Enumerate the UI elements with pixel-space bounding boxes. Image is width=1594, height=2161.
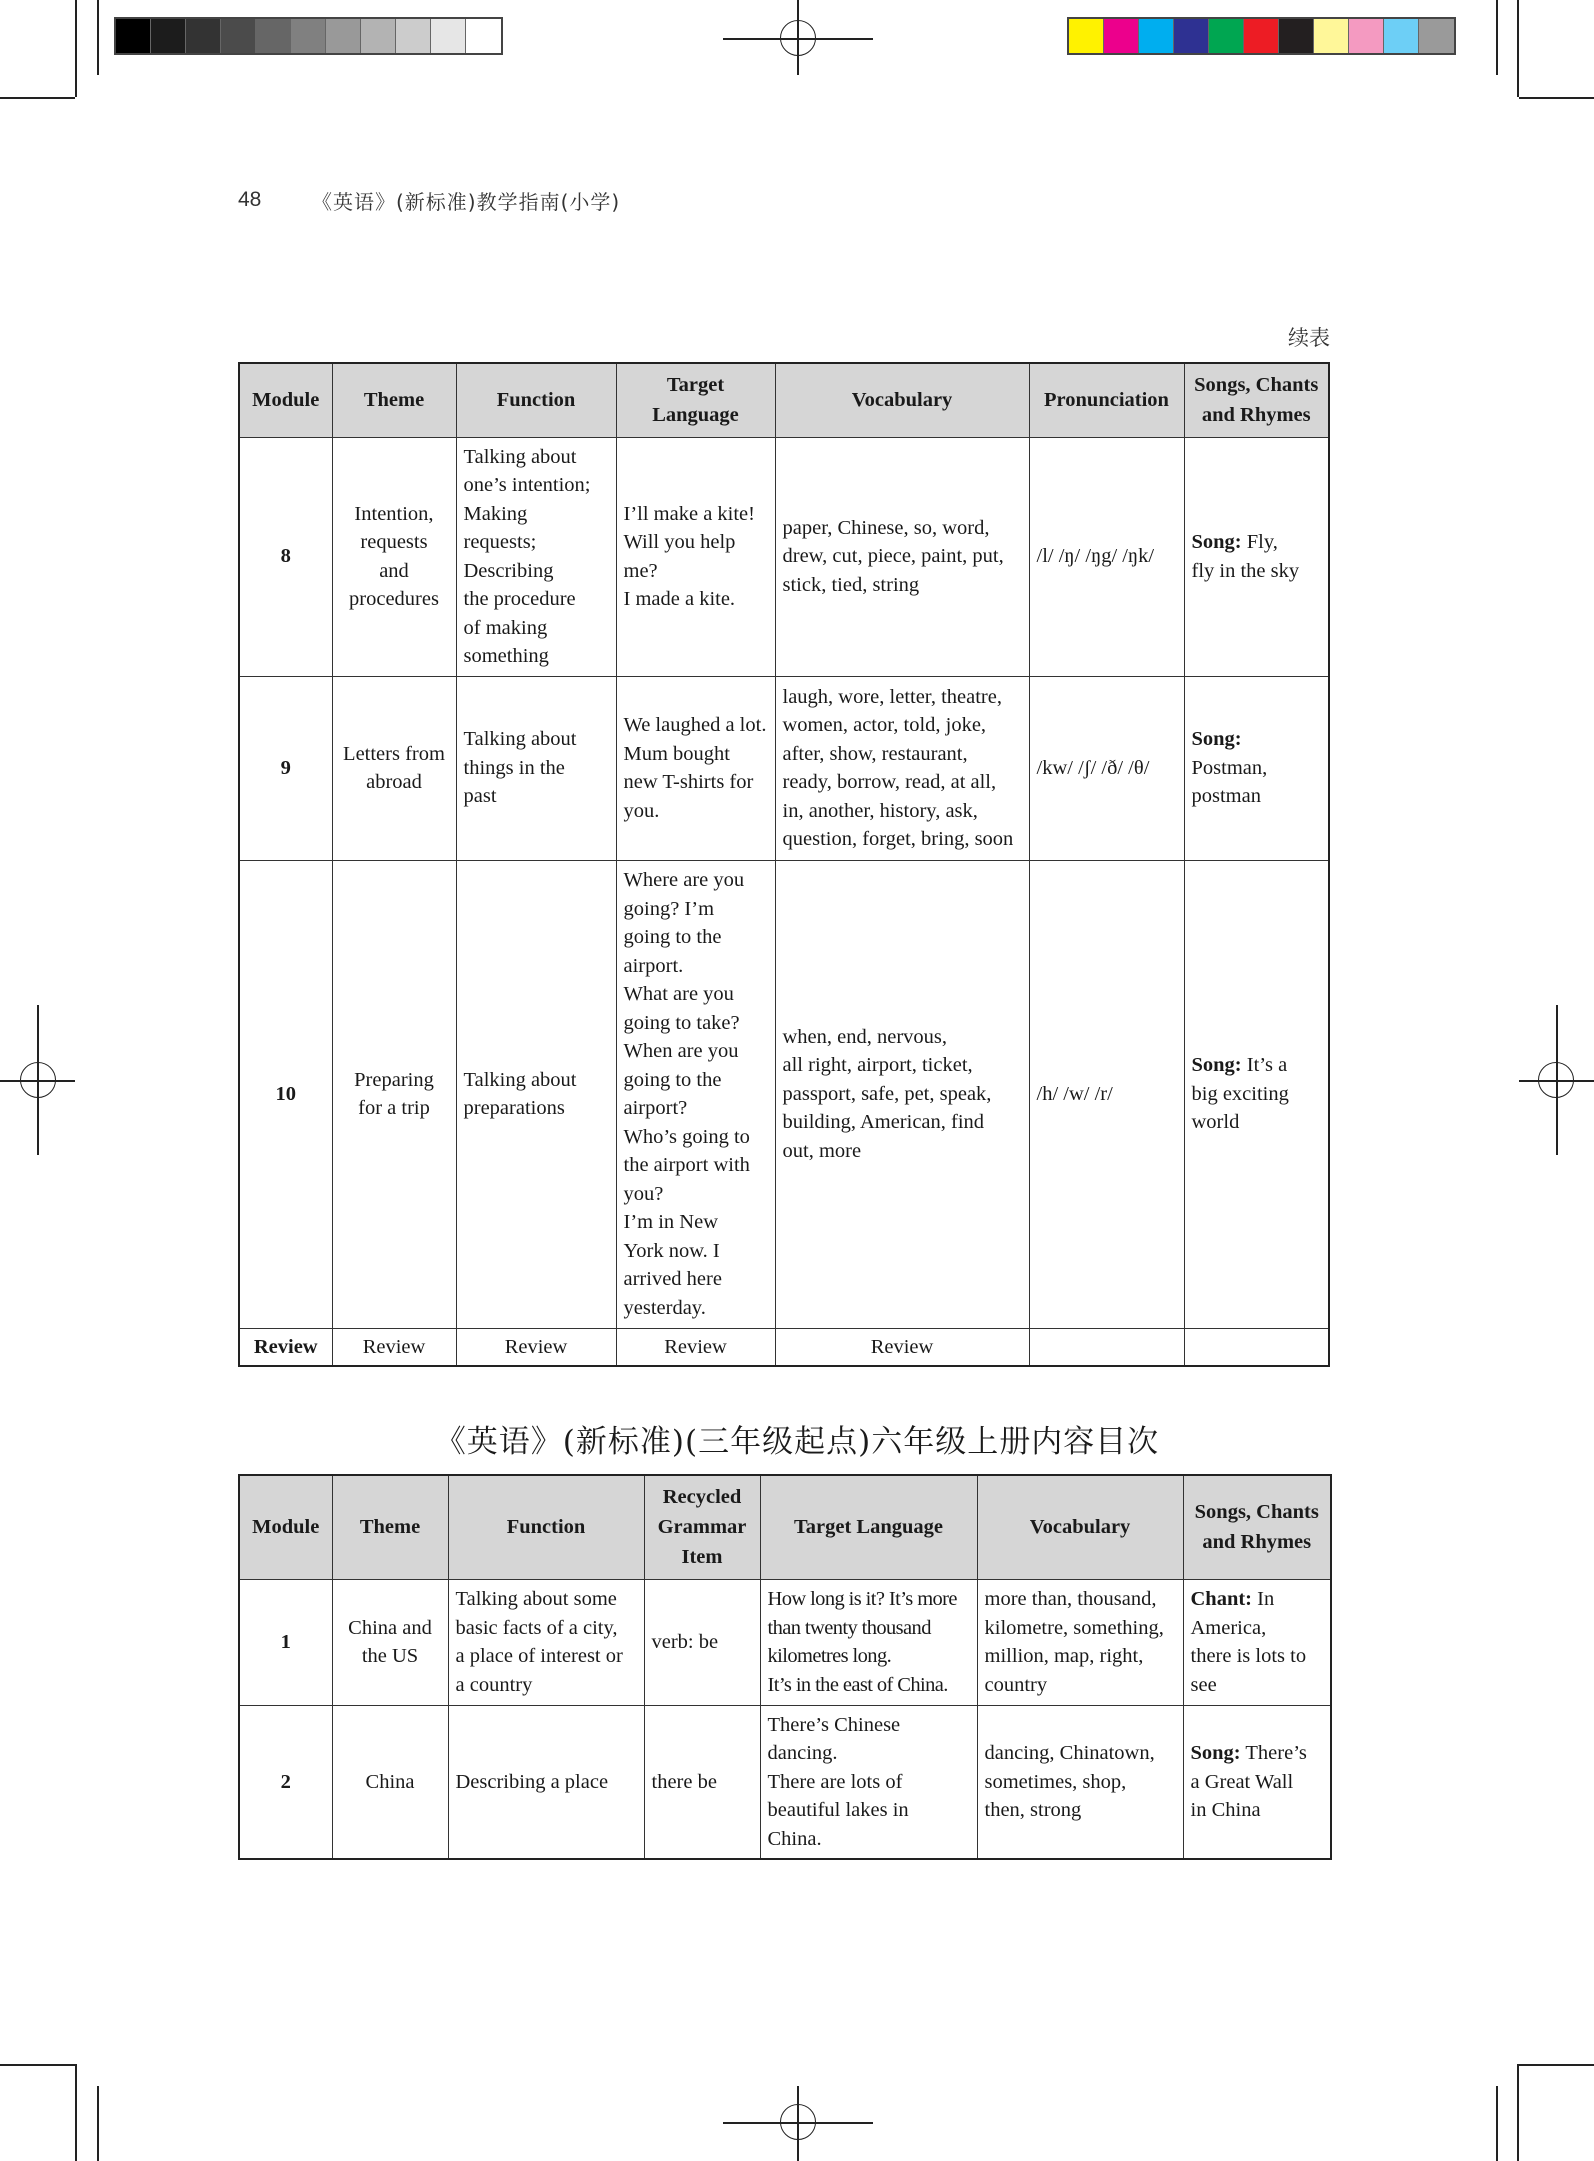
header-vocabulary: Vocabulary — [775, 363, 1029, 437]
color-swatch — [1419, 19, 1454, 53]
function-cell: Talking about one’s intention; Making requests; Describing the procedure of making something — [456, 437, 616, 676]
pronunciation-cell: /l/ /ŋ/ /ŋg/ /ŋk/ — [1029, 437, 1184, 676]
songs-cell — [1183, 1579, 1331, 1705]
process-color-bar — [1067, 17, 1456, 55]
table-header-row — [239, 1475, 1331, 1579]
module-number: 10 — [239, 860, 332, 1328]
module-number: 9 — [239, 676, 332, 860]
review-songs-cell — [1184, 1328, 1329, 1366]
gray-swatch — [396, 19, 431, 53]
songs-cell — [1183, 1705, 1331, 1859]
continued-label: 续表 — [1288, 326, 1330, 350]
header-theme: Theme — [332, 363, 456, 437]
review-pronunciation-cell — [1029, 1328, 1184, 1366]
header-recycled-grammar: Recycled Grammar Item — [644, 1475, 760, 1579]
table-header-row — [239, 363, 1329, 437]
review-row — [239, 1328, 1329, 1366]
song-title: There’s a Great Wall in China — [1190, 1742, 1307, 1821]
gray-swatch — [221, 19, 256, 53]
review-function-cell: Review — [456, 1328, 616, 1366]
gray-swatch — [466, 19, 501, 53]
pronunciation-cell: /h/ /w/ /r/ — [1029, 860, 1184, 1328]
table-row — [239, 437, 1329, 676]
grayscale-color-bar — [114, 17, 503, 55]
songs-cell — [1184, 676, 1329, 860]
theme-cell: Preparing for a trip — [332, 860, 456, 1328]
vocabulary-cell: when, end, nervous, all right, airport, ticket, passport, safe, pet, speak, building, American, find out, more — [775, 860, 1029, 1328]
target-language-cell: How long is it? It’s more than twenty thousand kilometres long. It’s in the east of China. — [760, 1579, 977, 1705]
module-number: 1 — [239, 1579, 332, 1705]
color-swatch — [1384, 19, 1419, 53]
color-swatch — [1069, 19, 1104, 53]
module-number: 8 — [239, 437, 332, 676]
header-module: Module — [239, 1475, 332, 1579]
running-title: 《英语》(新标准)教学指南(小学) — [312, 190, 621, 214]
gray-swatch — [361, 19, 396, 53]
color-swatch — [1314, 19, 1349, 53]
gray-swatch — [151, 19, 186, 53]
function-cell: Talking about some basic facts of a city, a place of interest or a country — [448, 1579, 644, 1705]
review-target-language-cell: Review — [616, 1328, 775, 1366]
theme-cell: Letters from abroad — [332, 676, 456, 860]
vocabulary-cell: paper, Chinese, so, word, drew, cut, piece, paint, put, stick, tied, string — [775, 437, 1029, 676]
color-swatch — [1174, 19, 1209, 53]
table-row — [239, 860, 1329, 1328]
pronunciation-cell: /kw/ /ʃ/ /ð/ /θ/ — [1029, 676, 1184, 860]
gray-swatch — [326, 19, 361, 53]
song-type-label: Song: — [1191, 1054, 1242, 1077]
review-theme-cell: Review — [332, 1328, 456, 1366]
grade6-contents-table — [238, 1474, 1332, 1860]
theme-cell: China — [332, 1705, 448, 1859]
color-swatch — [1209, 19, 1244, 53]
page-number: 48 — [238, 188, 262, 211]
header-function: Function — [448, 1475, 644, 1579]
header-function: Function — [456, 363, 616, 437]
vocabulary-cell: dancing, Chinatown, sometimes, shop, then, strong — [977, 1705, 1183, 1859]
target-language-cell: Where are you going? I’m going to the airport. What are you going to take? When are you going to the airport? Who’s going to the airport with you? I’m in New York now. I arrived here yesterday. — [616, 860, 775, 1328]
review-vocabulary-cell: Review — [775, 1328, 1029, 1366]
song-title: It’s a big exciting world — [1191, 1054, 1289, 1134]
table-row — [239, 676, 1329, 860]
grammar-cell: verb: be — [644, 1579, 760, 1705]
gray-swatch — [291, 19, 326, 53]
color-swatch — [1139, 19, 1174, 53]
vocabulary-cell: more than, thousand, kilometre, something, million, map, right, country — [977, 1579, 1183, 1705]
chant-type-label: Chant: — [1190, 1588, 1253, 1610]
gray-swatch — [186, 19, 221, 53]
theme-cell: China and the US — [332, 1579, 448, 1705]
table-row — [239, 1705, 1331, 1859]
song-type-label: Song: — [1191, 531, 1242, 553]
function-cell: Talking about preparations — [456, 860, 616, 1328]
function-cell: Talking about things in the past — [456, 676, 616, 860]
theme-cell: Intention, requests and procedures — [332, 437, 456, 676]
module-number: 2 — [239, 1705, 332, 1859]
header-vocabulary: Vocabulary — [977, 1475, 1183, 1579]
chant-title: In America, there is lots to see — [1190, 1588, 1307, 1696]
color-swatch — [1349, 19, 1384, 53]
color-swatch — [1104, 19, 1139, 53]
color-swatch — [1244, 19, 1279, 53]
function-cell: Describing a place — [448, 1705, 644, 1859]
song-title: Fly, fly in the sky — [1191, 531, 1300, 582]
module-content-table-continued — [238, 362, 1330, 1367]
table-title: 《英语》(新标准)(三年级起点)六年级上册内容目次 — [434, 1424, 1160, 1460]
vocabulary-cell: laugh, wore, letter, theatre, women, actor, told, joke, after, show, restaurant, ready, borrow, read, at all, in, another, history, ask, question, forget, bring, soon — [775, 676, 1029, 860]
header-module: Module — [239, 363, 332, 437]
header-target-language: Target Language — [760, 1475, 977, 1579]
target-language-cell: I’ll make a kite! Will you help me? I made a kite. — [616, 437, 775, 676]
header-songs: Songs, Chants and Rhymes — [1184, 363, 1329, 437]
gray-swatch — [256, 19, 291, 53]
gray-swatch — [116, 19, 151, 53]
header-pronunciation: Pronunciation — [1029, 363, 1184, 437]
song-type-label: Song: — [1191, 728, 1242, 751]
target-language-cell: We laughed a lot. Mum bought new T-shirts for you. — [616, 676, 775, 860]
song-type-label: Song: — [1190, 1742, 1241, 1764]
target-language-cell: There’s Chinese dancing. There are lots of beautiful lakes in China. — [760, 1705, 977, 1859]
table-row — [239, 1579, 1331, 1705]
review-module-cell: Review — [239, 1328, 332, 1366]
grammar-cell: there be — [644, 1705, 760, 1859]
color-swatch — [1279, 19, 1314, 53]
song-title: Postman, postman — [1191, 756, 1268, 808]
header-target-language: Target Language — [616, 363, 775, 437]
songs-cell — [1184, 860, 1329, 1328]
header-theme: Theme — [332, 1475, 448, 1579]
songs-cell — [1184, 437, 1329, 676]
header-songs: Songs, Chants and Rhymes — [1183, 1475, 1331, 1579]
gray-swatch — [431, 19, 466, 53]
